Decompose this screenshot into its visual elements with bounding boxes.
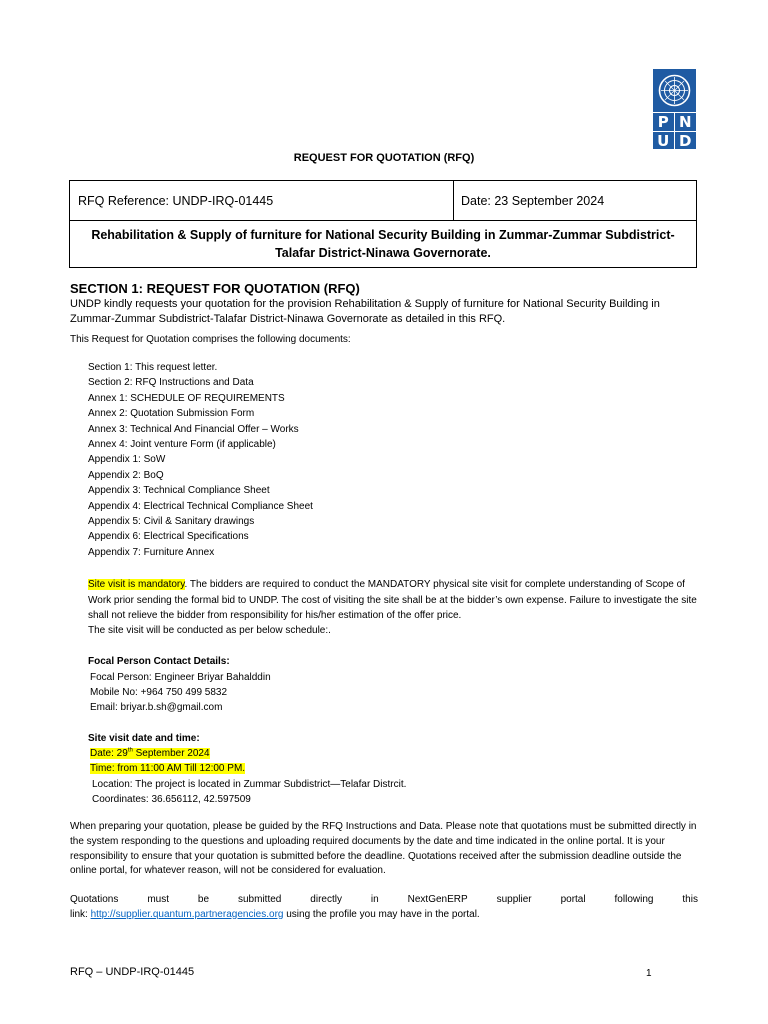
comprises-text: This Request for Quotation comprises the following documents: xyxy=(70,334,351,345)
page-number: 1 xyxy=(646,968,652,979)
reference-table xyxy=(69,180,697,268)
link-suffix: using the profile you may have in the portal. xyxy=(283,908,480,920)
rfq-date: Date: 23 September 2024 xyxy=(454,181,697,221)
rfq-reference: RFQ Reference: UNDP-IRQ-01445 xyxy=(70,181,454,221)
documents-list xyxy=(88,360,698,560)
logo-letter: P xyxy=(653,112,675,131)
list-item: Appendix 2: BoQ xyxy=(88,469,164,481)
list-item: Section 1: This request letter. xyxy=(88,362,218,373)
section-heading: SECTION 1: REQUEST FOR QUOTATION (RFQ) xyxy=(70,281,360,296)
visit-location: Location: The project is located in Zummar Subdistrict—Telafar Distrcit. xyxy=(92,778,407,790)
word: following xyxy=(614,893,654,905)
focal-heading: Focal Person Contact Details: xyxy=(88,656,230,668)
site-visit-paragraph xyxy=(70,577,698,638)
focal-email: Email: briyar.b.sh@gmail.com xyxy=(90,702,223,714)
un-emblem-icon xyxy=(657,73,692,108)
list-item: Annex 2: Quotation Submission Form xyxy=(88,408,255,420)
site-visit-highlight: Site visit is mandatory xyxy=(88,579,185,591)
visit-date-prefix: Date: 29 xyxy=(90,747,128,759)
focal-person: Focal Person: Engineer Briyar Bahalddin xyxy=(90,671,271,683)
link-prefix: link: xyxy=(70,908,91,920)
word: be xyxy=(197,893,210,905)
list-item: Annex 4: Joint venture Form (if applicable) xyxy=(88,439,276,451)
list-item: Annex 3: Technical And Financial Offer – Works xyxy=(88,423,299,435)
visit-coordinates: Coordinates: 36.656112, 42.597509 xyxy=(92,793,251,805)
list-item: Appendix 6: Electrical Specifications xyxy=(88,531,249,543)
logo-letter: D xyxy=(675,131,697,150)
document-title: REQUEST FOR QUOTATION (RFQ) xyxy=(293,152,475,164)
list-item: Section 2: RFQ Instructions and Data xyxy=(88,377,254,389)
word: must xyxy=(147,893,169,905)
word: this xyxy=(682,893,698,905)
visit-details xyxy=(70,746,698,807)
supplier-portal-link[interactable]: http://supplier.quantum.partneragencies.org xyxy=(90,908,284,920)
word: portal xyxy=(560,893,586,905)
visit-date xyxy=(90,748,210,759)
word: Quotations xyxy=(70,893,119,905)
site-visit-text: . The bidders are required to conduct the MANDATORY physical site visit for complete understanding of Scope of Work prior sending the formal bid to UNDP. The cost of visiting the site shall be at the bidder’s own expense. Failure to investigate the site shall not relieve the bidder from responsibility for his/her estimation of the offer price. xyxy=(88,579,697,621)
word: directly xyxy=(310,893,342,905)
site-visit-schedule: The site visit will be conducted as per below schedule:. xyxy=(88,625,331,637)
submission-paragraph xyxy=(70,893,698,922)
undp-letters xyxy=(653,112,696,149)
visit-heading: Site visit date and time: xyxy=(88,732,200,744)
document-body xyxy=(70,281,698,922)
list-item: Appendix 3: Technical Compliance Sheet xyxy=(88,485,270,497)
word: NextGenERP xyxy=(407,893,468,905)
focal-details xyxy=(70,670,698,716)
focal-mobile: Mobile No: +964 750 499 5832 xyxy=(90,687,228,699)
rfq-subject: Rehabilitation & Supply of furniture for National Security Building in Zummar-Zummar Subdistrict-Talafar District-Ninawa Governorate. xyxy=(70,221,697,268)
visit-date-suffix: September 2024 xyxy=(132,747,210,759)
word: supplier xyxy=(496,893,532,905)
submission-line xyxy=(70,893,698,908)
intro-paragraph: UNDP kindly requests your quotation for the provision Rehabilitation & Supply of furniture for National Security Building in Zummar-Zummar Subdistrict-Talafar District-Ninawa Governorate as detailed in this RFQ. xyxy=(70,298,660,325)
visit-time: Time: from 11:00 AM Till 12:00 PM. xyxy=(90,763,246,775)
logo-letter: N xyxy=(675,112,697,131)
undp-logo xyxy=(653,69,696,149)
list-item: Appendix 7: Furniture Annex xyxy=(88,546,215,558)
word: submitted xyxy=(237,893,282,905)
list-item: Appendix 5: Civil & Sanitary drawings xyxy=(88,516,255,528)
list-item: Appendix 1: SoW xyxy=(88,454,166,466)
list-item: Annex 1: SCHEDULE OF REQUIREMENTS xyxy=(88,392,285,404)
logo-letter: U xyxy=(653,131,675,150)
visit-date-sup: th xyxy=(127,747,133,754)
preparing-paragraph: When preparing your quotation, please be guided by the RFQ Instructions and Data. Please note that quotations must be submitted directly in the system responding to the questions and uploading required documents by the date and time indicated in the online portal. It is your responsibility to ensure that your quotation is submitted before the deadline. Quotations received after the submission deadline outside the online portal, for whatever reason, will not be considered for evaluation. xyxy=(70,821,697,877)
footer-reference: RFQ – UNDP-IRQ-01445 xyxy=(70,966,195,978)
word: in xyxy=(370,893,379,905)
list-item: Appendix 4: Electrical Technical Compliance Sheet xyxy=(88,500,313,512)
